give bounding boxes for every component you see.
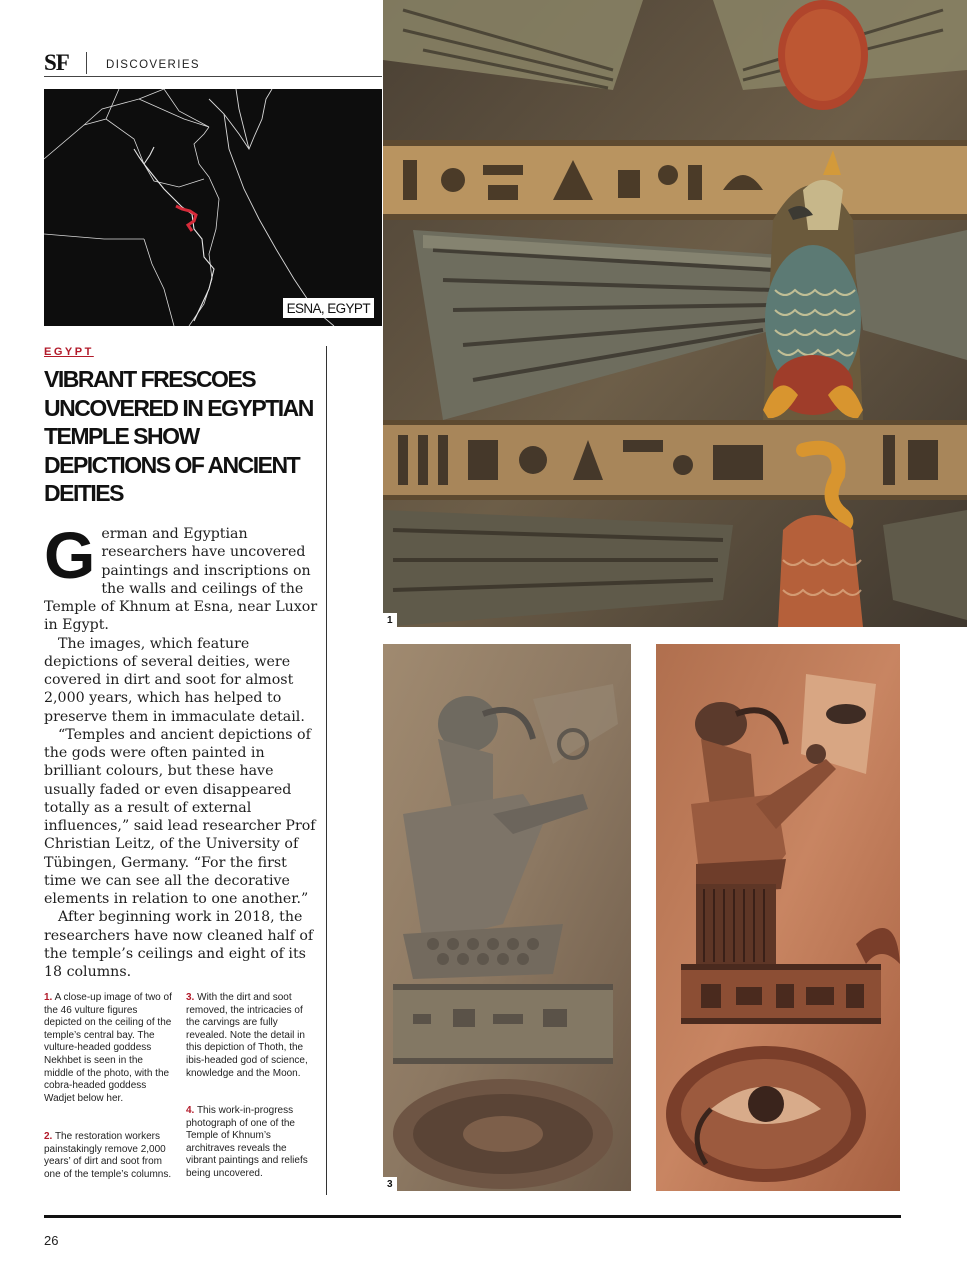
magazine-logo: SF	[44, 50, 69, 75]
photo-caption	[44, 992, 172, 1105]
thoth-carving-photo	[383, 644, 631, 1191]
photo-caption	[186, 992, 316, 1080]
article-body	[44, 518, 320, 981]
caption-text: The restoration workers painstakingly remove 2,000 years’ of dirt and soot from one of the temple’s columns.	[44, 1131, 172, 1180]
paragraph-text: erman and Egyptian researchers have uncovered paintings and inscriptions on the walls and ceilings of the Temple of Khnum at Esna, near Luxor in Egypt.	[44, 526, 318, 634]
map-illustration	[44, 89, 382, 326]
body-paragraph	[44, 518, 320, 635]
caption-text: This work-in-progress photograph of one of the Temple of Khnum’s architraves reveals the vibrant paintings and reliefs being uncovered.	[186, 1105, 308, 1179]
caption-number: 2.	[44, 1131, 53, 1142]
header-divider	[86, 52, 87, 74]
section-header	[44, 50, 382, 78]
caption-number: 3.	[186, 992, 195, 1003]
body-paragraph: “Temples and ancient depictions of the gods were often painted in brilliant colours, but these have usually faded or even disappeared totally as a result of external influences,” said lead researcher Prof Christian Leitz, of the University of Tübingen, Germany. “For the first time we can see all the decorative elements in relation to one another.”	[44, 726, 316, 907]
vulture-ceiling-illustration	[383, 0, 967, 627]
article-headline: VIBRANT FRESCOES UNCOVERED IN EGYPTIAN TEMPLE SHOW DEPICTIONS OF ANCIENT DEITIES	[44, 366, 313, 506]
photo-caption	[186, 1105, 316, 1181]
page-number: 26	[44, 1233, 59, 1248]
caption-number: 1.	[44, 992, 53, 1003]
location-map	[44, 89, 382, 326]
photo-caption	[44, 1131, 172, 1181]
section-label: DISCOVERIES	[106, 59, 201, 71]
drop-cap: G	[44, 518, 96, 592]
column-rule	[326, 346, 327, 1195]
footer-rule	[44, 1215, 901, 1218]
caption-text: A close-up image of two of the 46 vulture figures depicted on the ceiling of the temple’s central bay. The vulture-headed goddess Nekhbet is seen in the middle of the photo, with the cobra-headed goddess Wadjet below her.	[44, 992, 172, 1104]
body-paragraph: After beginning work in 2018, the researchers have now cleaned half of the temple’s ceilings and eight of its 18 columns.	[44, 909, 314, 980]
architrave-painting-illustration	[656, 644, 900, 1191]
map-location-label: ESNA, EGYPT	[283, 298, 374, 318]
photo-number-badge: 1	[383, 613, 397, 627]
vulture-ceiling-photo	[383, 0, 967, 627]
photo-number-badge: 3	[383, 1177, 397, 1191]
article-kicker: EGYPT	[44, 346, 94, 358]
caption-number: 4.	[186, 1105, 195, 1116]
thoth-carving-illustration	[383, 644, 631, 1191]
body-paragraph: The images, which feature depictions of several deities, were covered in dirt and soot for almost 2,000 years, which has helped to preserve them in immaculate detail.	[44, 635, 305, 725]
caption-text: With the dirt and soot removed, the intricacies of the carvings are fully revealed. Note the detail in this depiction of Thoth, the ibis-headed god of science, knowledge and the Moon.	[186, 992, 308, 1079]
architrave-painting-photo	[656, 644, 900, 1191]
header-rule	[44, 76, 382, 77]
